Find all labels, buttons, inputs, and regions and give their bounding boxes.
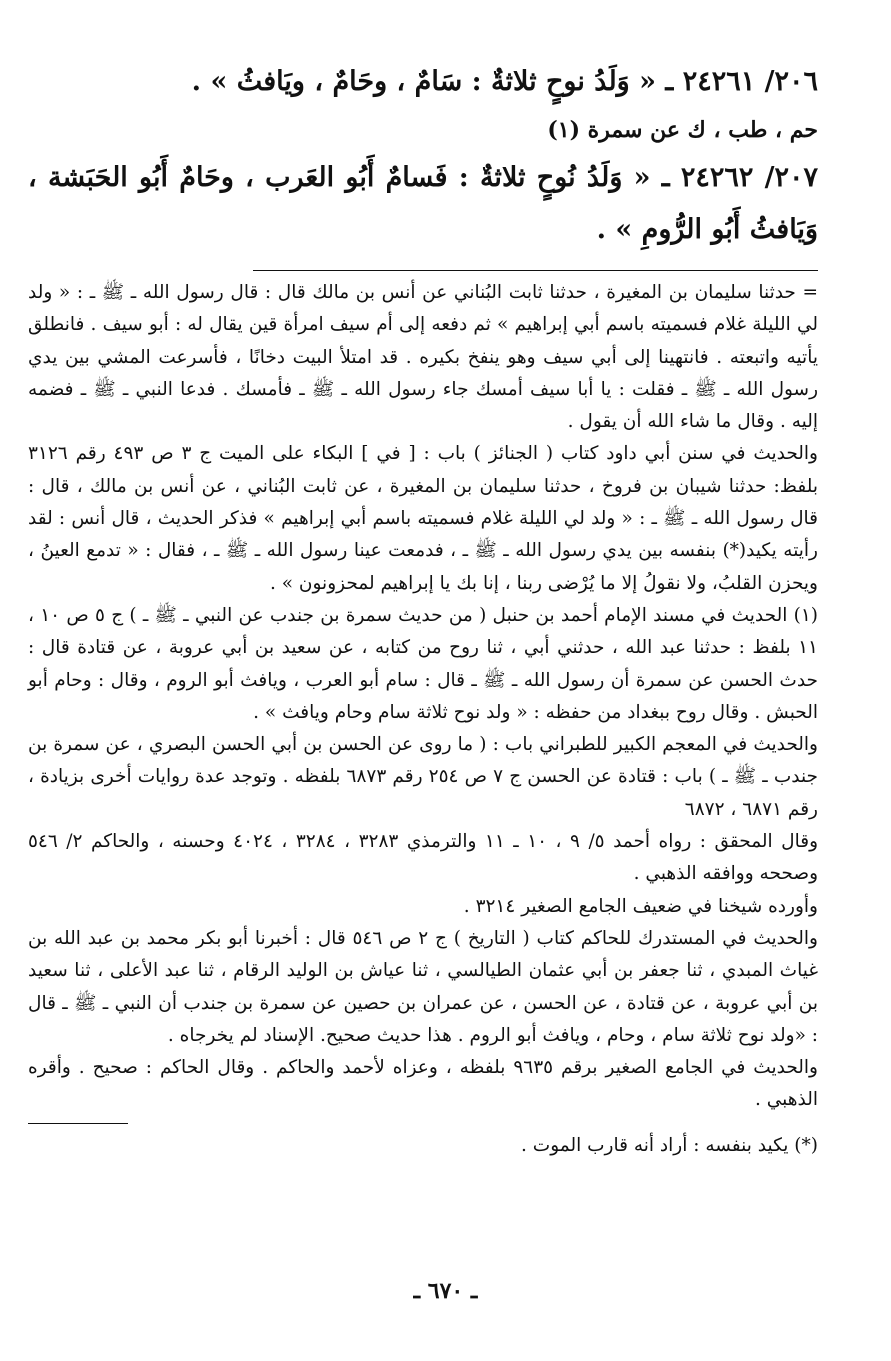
- star-note-divider: [28, 1123, 128, 1124]
- page-body: [28, 56, 818, 1162]
- hadith-text: « وَلَدُ نوحٍ ثلاثةٌ : سَامٌ ، وحَامٌ ، ويَافثُ » .: [191, 66, 656, 97]
- footnote-paragraph: (١) الحديث في مسند الإمام أحمد بن حنبل ( من حديث سمرة بن جندب عن النبي ـ ﷺ ـ ) ج ٥ ص ١٠ ، ١١ بلفظ : حدثنا عبد الله ، حدثني أبي ، ثنا روح من كتابه ، عن سعيد بن أبي عروبة ، عن قتادة قال : حدث الحسن عن سمرة أن رسول الله ـ ﷺ ـ قال : سام أبو العرب ، ويافث أبو الروم ، وقال : وحام أبو الحبش . وقال روح ببغداد من حفظه : « ولد نوح ثلاثة سام وحام ويافث » .: [28, 604, 818, 723]
- page-number: ـ ٦٧٠ ـ: [413, 1278, 478, 1304]
- hadith-number: ٢٠٧/ ٢٤٢٦٢ ـ: [661, 162, 818, 193]
- hadith-entry-206: [28, 56, 818, 108]
- hadith-text: « وَلَدُ نُوحٍ ثلاثةٌ : فَسامٌ أَبُو العَرب ، وحَامٌ أَبُو الحَبَشة ، وَيَافثُ أَبُو الرُّومِ » .: [28, 162, 818, 245]
- footnote-paragraph: وقال المحقق : رواه أحمد ٥/ ٩ ، ١٠ ـ ١١ والترمذي ٣٢٨٣ ، ٣٢٨٤ ، ٤٠٢٤ وحسنه ، والحاكم ٢/ ٥٤٦ وصححه ووافقه الذهبي .: [28, 831, 819, 885]
- footnote-paragraph: والحديث في سنن أبي داود كتاب ( الجنائز ) باب : [ في ] البكاء على الميت ج ٣ ص ٤٩٣ رقم ٣١٢٦ بلفظ: حدثنا شيبان بن فروخ ، حدثنا سليمان بن المغيرة ، عن ثابت البُناني ، عن أنس بن مالك ، قال : قال رسول الله ـ ﷺ ـ : « ولد لي الليلة غلام فسميته باسم أبي إبراهيم » فذكر الحديث ، قال أنس : لقد رأيته يكيد(*) بنفسه بين يدي رسول الله ـ ﷺ ـ ، فدمعت عينا رسول الله ـ ﷺ ـ ، فقال : « تدمع العينُ ، ويحزن القلبُ، ولا نقولُ إلا ما يُرْضى ربنا ، إنا بك يا إبراهيم لمحزونون » .: [28, 443, 818, 594]
- hadith-source: حم ، طب ، ك عن سمرة (١): [547, 117, 818, 143]
- footnote-paragraph: وأورده شيخنا في ضعيف الجامع الصغير ٣٢١٤ .: [463, 895, 818, 917]
- footnote-paragraph: والحديث في المعجم الكبير للطبراني باب : ( ما روى عن الحسن بن أبي الحسن البصري ، عن سمرة بن جندب ـ ﷺ ـ ) باب : قتادة عن الحسن ج ٧ ص ٢٥٤ رقم ٦٨٧٣ بلفظه . وتوجد عدة روايات أخرى بزيادة ، رقم ٦٨٧١ ، ٦٨٧٢: [28, 734, 818, 820]
- star-footnote: (*) يكيد بنفسه : أراد أنه قارب الموت .: [521, 1134, 818, 1156]
- footnote-paragraph: والحديث في المستدرك للحاكم كتاب ( التاريخ ) ج ٢ ص ٥٤٦ قال : أخبرنا أبو بكر محمد بن عبد الله بن غياث المبدي ، ثنا جعفر بن أبي عثمان الطيالسي ، ثنا عياش بن الوليد الرقام ، ثنا عبد الأعلى ، ثنا سعيد بن أبي عروبة ، عن قتادة ، عن الحسن ، عن عمران بن حصين عن سمرة بن جندب أن النبي ـ ﷺ ـ قال : «ولد نوح ثلاثة سام ، وحام ، ويافث أبو الروم . هذا حديث صحيح. الإسناد لم يخرجاه .: [28, 927, 818, 1046]
- hadith-number: ٢٠٦/ ٢٤٢٦١ ـ: [665, 66, 818, 97]
- footnote-paragraph: = حدثنا سليمان بن المغيرة ، حدثنا ثابت البُناني عن أنس بن مالك قال : قال رسول الله ـ ﷺ ـ : « ولد لي الليلة غلام فسميته باسم أبي إبراهيم » ثم دفعه إلى أم سيف امرأة قين يقال له : أبو سيف . فانطلق يأتيه واتبعته . فانتهينا إلى أبي سيف وهو ينفخ بكيره . قد امتلأ البيت دخانًا ، فأسرعت المشي بين يدي رسول الله ـ ﷺ ـ فقلت : يا أبا سيف أمسك جاء رسول الله ـ ﷺ ـ فأمسك . فدعا النبي ـ ﷺ ـ فضمه إليه . وقال ما شاء الله أن يقول .: [28, 282, 818, 433]
- footnote-divider: [253, 270, 818, 271]
- hadith-entry-207: [28, 152, 818, 256]
- footnote-paragraph: والحديث في الجامع الصغير برقم ٩٦٣٥ بلفظه ، وعزاه لأحمد والحاكم . وقال الحاكم : صحيح . وأقره الذهبي .: [28, 1057, 818, 1111]
